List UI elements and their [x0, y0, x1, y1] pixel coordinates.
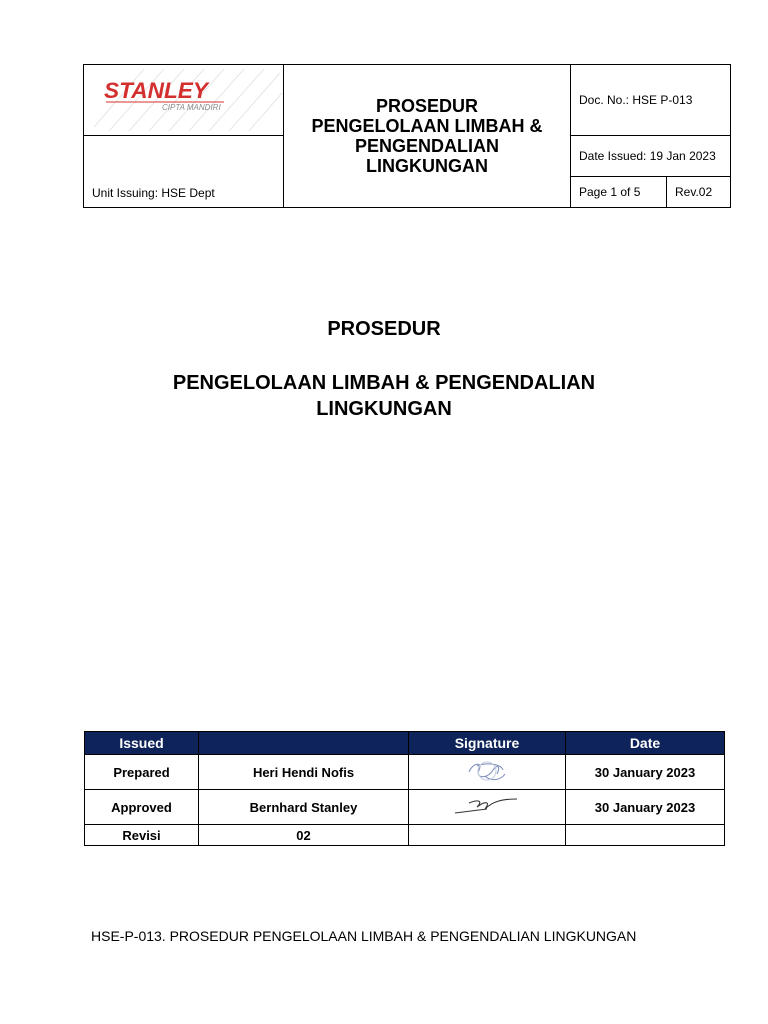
company-logo	[84, 65, 283, 135]
column-header-name	[199, 732, 409, 755]
role-cell: Revisi	[85, 825, 199, 846]
date-cell	[566, 825, 725, 846]
table-row	[85, 790, 725, 825]
column-header-issued: Issued	[85, 732, 199, 755]
cover-subtitle: LINGKUNGAN	[316, 398, 452, 420]
title-line: PENGENDALIAN	[354, 136, 499, 156]
svg-text:STANLEY: STANLEY	[104, 78, 211, 103]
name-cell: Bernhard Stanley	[199, 790, 409, 825]
cover-subtitle: PENGELOLAAN LIMBAH & PENGENDALIAN	[172, 372, 596, 394]
role-cell: Prepared	[85, 755, 199, 790]
svg-text:CIPTA MANDIRI: CIPTA MANDIRI	[162, 103, 221, 112]
table-row	[85, 825, 725, 846]
unit-issuing: Unit Issuing: HSE Dept	[84, 136, 284, 208]
date-issued: Date Issued: 19 Jan 2023	[571, 136, 731, 177]
name-cell: Heri Hendi Nofis	[199, 755, 409, 790]
name-cell: 02	[199, 825, 409, 846]
date-cell: 30 January 2023	[566, 790, 725, 825]
revision: Rev.02	[667, 177, 731, 208]
column-header-signature: Signature	[409, 732, 566, 755]
title-line: PROSEDUR	[375, 96, 478, 116]
table-row	[85, 755, 725, 790]
signature-cell	[409, 755, 566, 790]
document-header	[83, 64, 730, 200]
signature-approved	[447, 791, 527, 821]
signature-cell	[409, 790, 566, 825]
title-line: PENGELOLAAN LIMBAH &	[311, 116, 543, 136]
column-header-date: Date	[566, 732, 725, 755]
role-cell: Approved	[85, 790, 199, 825]
page-number: Page 1 of 5	[571, 177, 667, 208]
document-title	[284, 65, 571, 208]
document-footer: HSE-P-013. PROSEDUR PENGELOLAAN LIMBAH & PENGENDALIAN LINGKUNGAN	[91, 928, 637, 944]
title-line: LINGKUNGAN	[366, 156, 488, 176]
doc-number: Doc. No.: HSE P-013	[571, 65, 731, 136]
signature-cell	[409, 825, 566, 846]
signoff-table	[84, 731, 724, 846]
date-cell: 30 January 2023	[566, 755, 725, 790]
logo-cell	[84, 65, 284, 136]
cover-title: PROSEDUR	[327, 318, 441, 340]
signature-prepared	[457, 756, 517, 786]
